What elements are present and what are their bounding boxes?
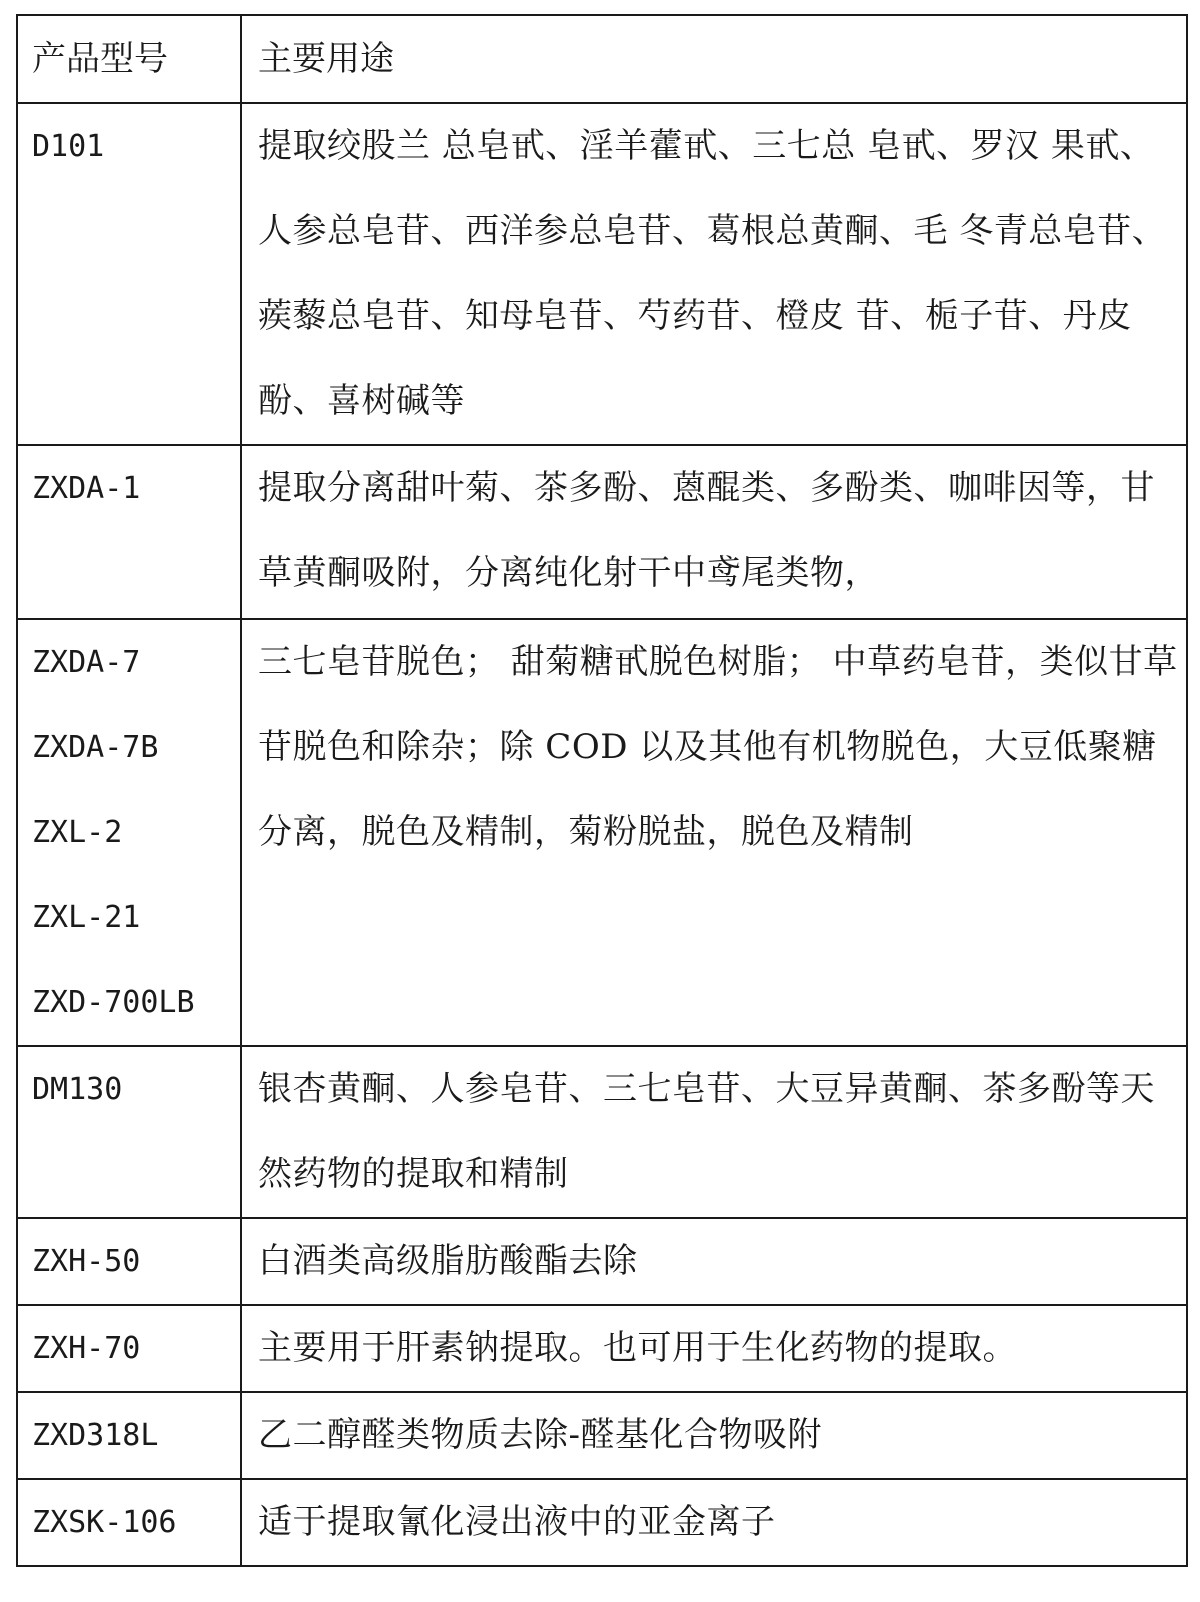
usage-cell [241,619,1187,1046]
model-cell [17,1479,241,1566]
model-code: ZXH-50 [32,1244,141,1279]
model-code: DM130 [32,1072,123,1107]
model-cell [17,1218,241,1305]
usage-text: 银杏黄酮、人参皂苷、三七皂苷、大豆异黄酮、茶多酚等天然药物的提取和精制 [258,1069,1155,1194]
table-row [17,1218,1187,1305]
model-code: ZXD318L [32,1418,159,1453]
usage-text: 提取绞股兰 总皂甙、淫羊藿甙、三七总 皂甙、罗汉 果甙、人参总皂苷、西洋参总皂苷、葛根总黄酮、毛 冬青总皂苷、蒺藜总皂苷、知母皂苷、芍药苷、橙皮 苷、栀子苷、丹皮酚、喜树碱等 [258,126,1167,421]
model-code: ZXL-2 [32,815,123,850]
usage-cell [241,1218,1187,1305]
usage-cell [241,1479,1187,1566]
table-row [17,1392,1187,1479]
model-code: ZXDA-1 [32,471,141,506]
model-cell [17,1392,241,1479]
model-cell [17,1305,241,1392]
table-row [17,1305,1187,1392]
table-row [17,1046,1187,1218]
model-code: ZXD-700LB [32,985,195,1020]
usage-text: 提取分离甜叶菊、茶多酚、蒽醌类、多酚类、咖啡因等，甘草黄酮吸附，分离纯化射干中鸢尾类物， [258,468,1155,593]
table-row [17,1479,1187,1566]
model-cell [17,619,241,1046]
model-code: D101 [32,129,105,164]
usage-text: 三七皂苷脱色； 甜菊糖甙脱色树脂； 中草药皂苷，类似甘草苷脱色和除杂；除 COD 以及其他有机物脱色，大豆低聚糖分离，脱色及精制，菊粉脱盐，脱色及精制 [258,642,1178,852]
usage-text: 适于提取氰化浸出液中的亚金离子 [258,1502,776,1542]
model-cell [17,1046,241,1218]
header-model: 产品型号 [17,15,241,103]
model-cell [17,103,241,445]
model-code: ZXDA-7 [32,645,141,680]
usage-cell [241,1305,1187,1392]
model-code: ZXL-21 [32,900,141,935]
table-row [17,619,1187,1046]
usage-cell [241,445,1187,619]
table-row [17,103,1187,445]
model-code: ZXDA-7B [32,730,159,765]
model-cell [17,445,241,619]
product-usage-table [16,14,1188,1567]
header-usage: 主要用途 [241,15,1187,103]
table-row [17,445,1187,619]
usage-text: 乙二醇醛类物质去除-醛基化合物吸附 [258,1415,822,1455]
model-code: ZXH-70 [32,1331,141,1366]
model-code: ZXSK-106 [32,1505,177,1540]
header-row [17,15,1187,103]
usage-cell [241,1392,1187,1479]
usage-text: 主要用于肝素钠提取。也可用于生化药物的提取。 [258,1328,1017,1368]
usage-cell [241,103,1187,445]
usage-cell [241,1046,1187,1218]
usage-text: 白酒类高级脂肪酸酯去除 [258,1241,638,1281]
